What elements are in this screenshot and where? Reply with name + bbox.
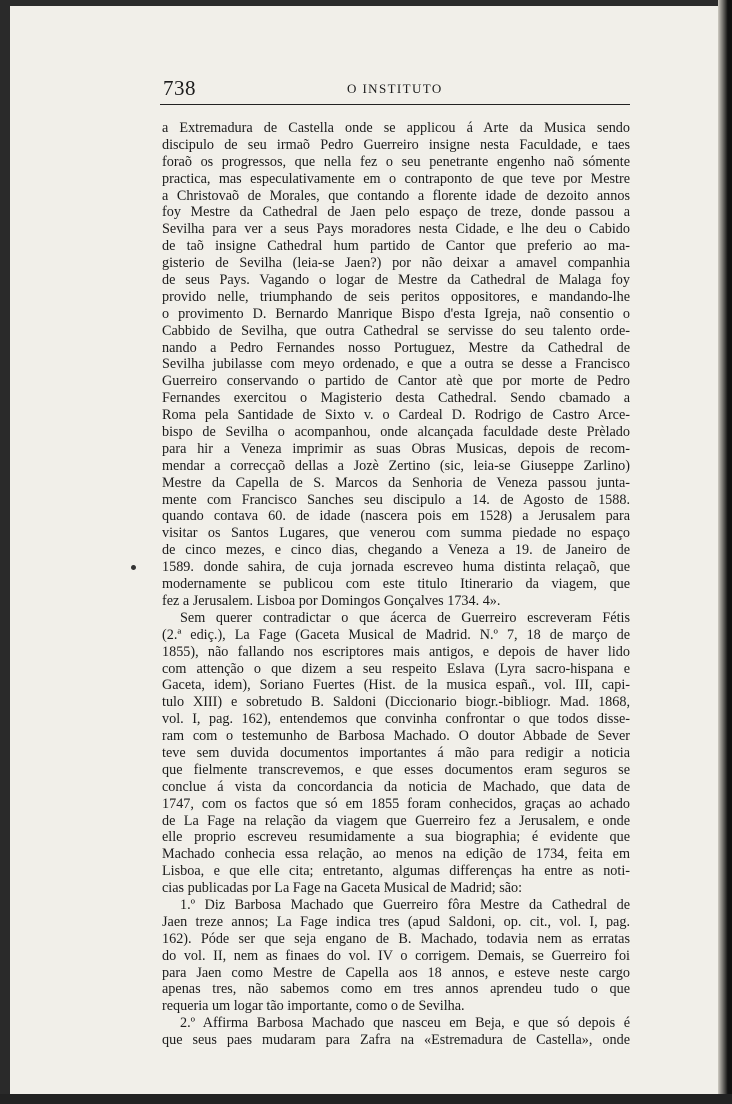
text-line: foraõ os progressos, que nella fez o seu penetrante engenho naõ sómente	[162, 153, 630, 170]
text-line: ram com o testemunho de Barbosa Machado. O doutor Abbade de Sever	[162, 728, 630, 745]
text-line: apenas tres, não sabemos como em tres annos aprendeu tudo o que	[162, 981, 630, 998]
text-line: modernamente se publicou com este titulo Itinerario da viagem, que	[162, 576, 630, 593]
text-line: com attenção o que dizem a seu respeito Eslava (Lyra sacro-hispana e	[162, 660, 630, 677]
text-line: 1.º Diz Barbosa Machado que Guerreiro fôra Mestre da Cathedral de	[180, 896, 630, 913]
header-rule	[160, 104, 630, 105]
running-head: O INSTITUTO	[347, 81, 443, 96]
body-text	[162, 120, 630, 1049]
scan-border-top	[0, 0, 732, 6]
text-line: de taõ insigne Cathedral hum partido de Cantor que preferio ao ma-	[162, 238, 630, 255]
margin-mark	[131, 565, 136, 570]
text-line: o provimento D. Bernardo Manrique Bispo d'esta Igreja, naõ consentio o	[162, 305, 630, 322]
text-line: que seus paes mudaram para Zafra na «Estremadura de Castella», onde	[162, 1032, 630, 1049]
text-line: tulo XIII) e sobretudo B. Saldoni (Diccionario biogr.-bibliogr. Mad. 1868,	[162, 694, 630, 711]
text-line: 1855), não fallando nos escriptores mais antigos, e depois de haver lido	[162, 643, 630, 660]
page-header	[163, 76, 629, 100]
text-line: de seus Pays. Vagando o logar de Mestre da Cathedral de Malaga foy	[162, 272, 630, 289]
text-line: do vol. II, nem as finaes do vol. IV o corrigem. Demais, se Guerreiro foi	[162, 947, 630, 964]
text-line: Gaceta, idem), Soriano Fuertes (Hist. de la musica españ., vol. III, capi-	[162, 677, 630, 694]
text-line: bispo de Sevilha o acompanhou, onde alcançada faculdade deste Prèlado	[162, 424, 630, 441]
text-line: teve sem duvida documentos importantes á mão para redigir a noticia	[162, 744, 630, 761]
text-line: 2.º Affirma Barbosa Machado que nasceu em Beja, e que só depois é	[180, 1015, 630, 1032]
text-line: Mestre da Capella de S. Marcos da Senhoria de Veneza passou junta-	[162, 474, 630, 491]
page-number: 738	[163, 76, 196, 100]
scan-border-right	[718, 0, 732, 1104]
text-line: fez a Jerusalem. Lisboa por Domingos Gonçalves 1734. 4».	[162, 592, 501, 609]
text-line: Roma pela Santidade de Sixto v. o Cardeal D. Rodrigo de Castro Arce-	[162, 407, 630, 424]
text-line: quando contava 60. de idade (nascera pois em 1528) a Jerusalem para	[162, 508, 630, 525]
text-line: Cabbido de Sevilha, que outra Cathedral se servisse do seu talento orde-	[162, 322, 630, 339]
text-line: para hir a Veneza imprimir as suas Obras Musicas, depois de recom-	[162, 440, 630, 457]
text-line: a Extremadura de Castella onde se applicou á Arte da Musica sendo	[162, 120, 630, 136]
text-line: de La Fage na relação da viagem que Guerreiro fez a Jerusalem, e onde	[162, 812, 630, 829]
text-line: foy Mestre da Cathedral de Jaen pelo espaço de treze, donde passou a	[162, 204, 630, 221]
text-line: para Jaen como Mestre de Capella aos 18 annos, e esteve neste cargo	[162, 964, 630, 981]
text-line: (2.ª ediç.), La Fage (Gaceta Musical de Madrid. N.º 7, 18 de março de	[162, 626, 630, 643]
text-line: gisterio de Sevilha (leia-se Jaen?) por não deixar a amavel companhia	[162, 255, 630, 272]
text-line: 1589. donde sahira, de cuja jornada escreveo huma distinta relaçaõ, que	[162, 559, 630, 576]
text-line: Machado conhecia essa relação, ao menos na edição de 1734, feita em	[162, 846, 630, 863]
text-line: Guerreiro conservando o partido de Cantor atè que por morte de Pedro	[162, 373, 630, 390]
text-line: Sem querer contradictar o que ácerca de Guerreiro escreveram Fétis	[180, 609, 630, 626]
text-line: practica, mas especulativamente em o contraponto de que teve por Mestre	[162, 170, 630, 187]
text-line: provido nelle, triumphando de seis peritos oppositores, e mandando-lhe	[162, 288, 630, 305]
text-line: Lisboa, e que elle cita; entretanto, algumas differenças ha entre as noti-	[162, 863, 630, 880]
text-line: Jaen treze annos; La Fage indica tres (apud Saldoni, op. cit., vol. I, pag.	[162, 913, 630, 930]
scan-border-left	[0, 0, 10, 1104]
text-line: Sevilha para ver a seus Pays moradores nesta Cidade, e lhe deu o Cabido	[162, 221, 630, 238]
text-line: 162). Póde ser que seja engano de B. Machado, todavia nem as erratas	[162, 930, 630, 947]
text-line: conclue á vista da concordancia da noticia de Machado, que data de	[162, 778, 630, 795]
text-line: cias publicadas por La Fage na Gaceta Musical de Madrid; são:	[162, 880, 523, 897]
text-line: mente com Francisco Sanches seu discipulo a 14. de Agosto de 1588.	[162, 491, 630, 508]
text-line: vol. I, pag. 162), entendemos que convinha confrontar o que todos disse-	[162, 711, 630, 728]
scan-border-bottom	[0, 1094, 732, 1104]
text-line: 1747, com os factos que só em 1855 foram conhecidos, graças ao achado	[162, 795, 630, 812]
text-line: Sevilha jubilasse com meyo ordenado, e que a outra se desse a Francisco	[162, 356, 630, 373]
text-line: requeria um logar tão importante, como o de Sevilha.	[162, 998, 465, 1015]
text-line: Fernandes exercitou o Magisterio desta Cathedral. Sendo cbamado a	[162, 390, 630, 407]
text-line: nando a Pedro Fernandes nosso Portuguez, Mestre da Cathedral de	[162, 339, 630, 356]
text-line: elle proprio escreveu resumidamente a sua biographia; é evidente que	[162, 829, 630, 846]
text-line: de cinco mezes, e cinco dias, chegando a Veneza a 19. de Janeiro de	[162, 542, 630, 559]
text-line: que fielmente transcrevemos, e que esses documentos eram seguros se	[162, 761, 630, 778]
text-line: visitar os Santos Lugares, que venerou com summa piedade no espaço	[162, 525, 630, 542]
text-line: discipulo de seu irmaõ Pedro Guerreiro insigne nesta Faculdade, e taes	[162, 136, 630, 153]
text-line: a Christovaõ de Morales, que contando a florente idade de dezoito annos	[162, 187, 630, 204]
text-line: mendar a correcçaõ dellas a Jozè Zertino (sic, leia-se Giuseppe Zarlino)	[162, 457, 630, 474]
